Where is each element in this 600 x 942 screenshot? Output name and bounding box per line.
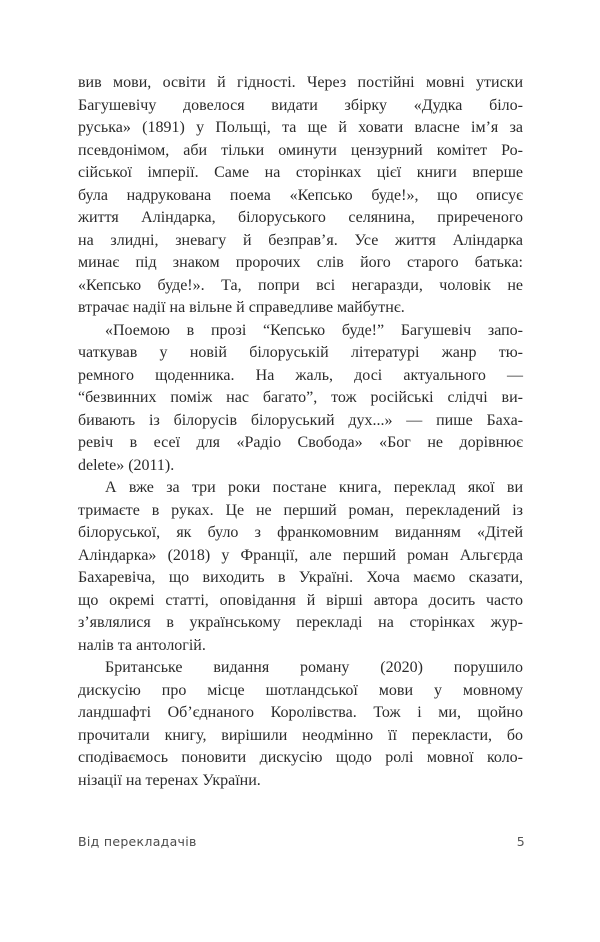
- text-line: delete» (2011).: [78, 456, 175, 474]
- text-line: “безвинних поміж нас багато”, тож російські слідчі ви-: [78, 389, 523, 406]
- text-line: ландшафті Об’єднаного Королівства. Тож і ми, щойно: [78, 704, 523, 721]
- paragraph: [78, 657, 523, 792]
- text-line: білоруської, як було з франкомовним виданням «Дітей: [78, 524, 523, 541]
- paragraph: [78, 72, 523, 320]
- text-line: налів та антологій.: [78, 636, 206, 654]
- text-line: руська» (1891) у Польщі, та ще й ховати власне ім’я за: [78, 119, 523, 136]
- text-line: чаткував у новій білоруській літературі жанр тю-: [78, 344, 523, 361]
- text-block: [78, 72, 523, 792]
- text-line: ревіч в есеї для «Радіо Свобода» «Бог не дорівнює: [78, 434, 523, 451]
- text-line: сійської імперії. Саме на сторінках цієї книги вперше: [78, 164, 523, 181]
- footer: [78, 834, 525, 849]
- text-line: Багушевічу довелося видати збірку «Дудка біло-: [78, 96, 523, 114]
- text-line: втрачає надії на вільне й справедливе майбутнє.: [78, 299, 405, 316]
- text-line: сподіваємось поновити дискусію щодо ролі мовної коло-: [78, 749, 523, 766]
- text-line: А вже за три роки постане книга, переклад якої ви: [105, 479, 523, 496]
- footer-section-title: Від перекладачів: [78, 834, 197, 849]
- text-line: нізації на теренах України.: [78, 771, 261, 789]
- text-line: була надрукована поема «Кепсько буде!», що описує: [78, 186, 523, 204]
- paragraph: [78, 320, 523, 478]
- text-line: вив мови, освіти й гідності. Через постійні мовні утиски: [78, 74, 523, 91]
- text-line: життя Аліндарка, білоруського селянина, приреченого: [78, 209, 523, 226]
- text-line: минає під знаком пророчих слів його старого батька:: [78, 254, 523, 271]
- text-line: що окремі статті, оповідання й вірші автора досить часто: [78, 591, 523, 609]
- text-line: дискусію про місце шотландської мови у мовному: [78, 681, 523, 699]
- text-line: Аліндарка» (2018) у Франції, але перший роман Альгєрда: [78, 546, 523, 564]
- text-line: тримаєте в руках. Це не перший роман, перекладений із: [78, 501, 523, 519]
- paragraph: [78, 477, 523, 657]
- text-line: бивають із білорусів білоруський дух...» — пише Баха-: [78, 411, 523, 429]
- text-line: «Кепсько буде!». Та, попри всі негаразди, чоловік не: [78, 276, 523, 294]
- text-line: на злидні, зневагу й безправ’я. Усе життя Аліндарка: [78, 231, 523, 249]
- text-line: Бахаревіча, що виходить в Україні. Хоча маємо сказати,: [78, 569, 523, 586]
- text-line: Британське видання роману (2020) порушило: [105, 659, 523, 676]
- text-line: з’являлися в українському перекладі на сторінках жур-: [78, 614, 523, 631]
- page-number: 5: [516, 834, 525, 849]
- text-line: ремного щоденника. На жаль, досі актуального —: [78, 366, 523, 384]
- text-line: прочитали книгу, вирішили неодмінно її перекласти, бо: [78, 726, 523, 744]
- text-line: «Поемою в прозі “Кепсько буде!” Багушевіч запо-: [105, 321, 523, 339]
- text-line: псевдонімом, аби тільки оминути цензурний комітет Ро-: [78, 141, 523, 159]
